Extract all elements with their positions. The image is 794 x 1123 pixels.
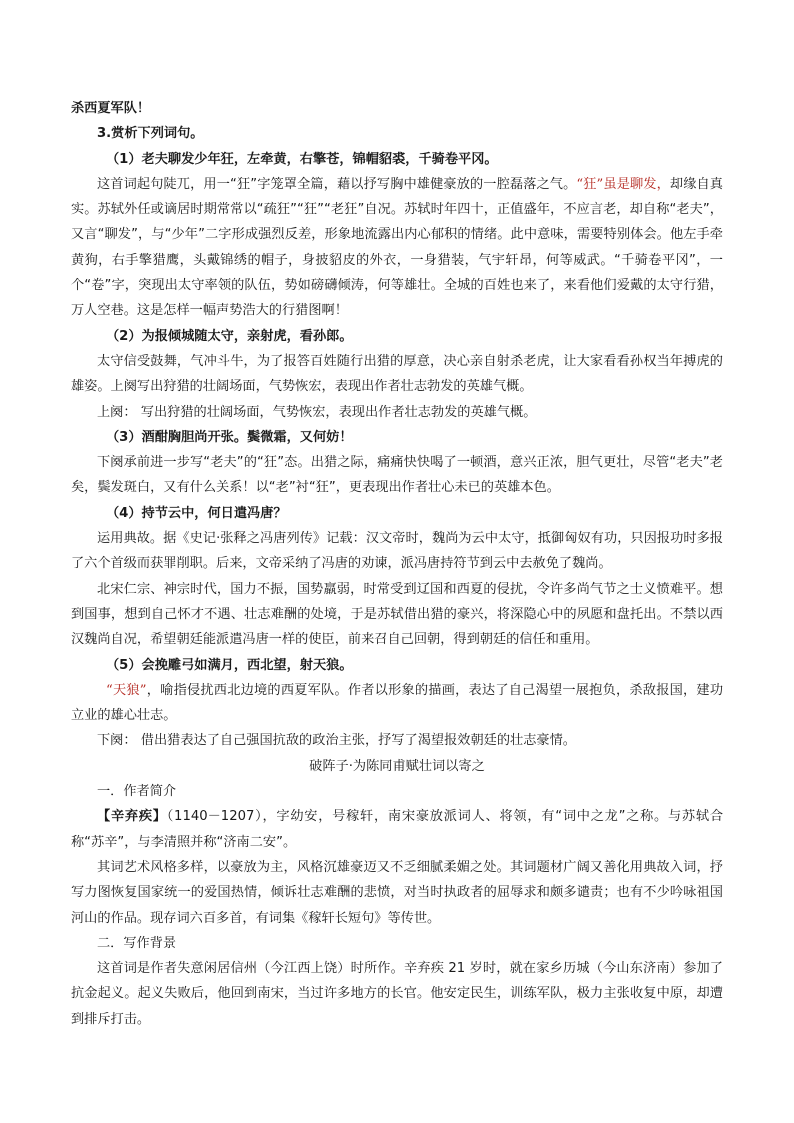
verse-line-1: （1）老夫聊发少年狂，左牵黄，右擎苍，锦帽貂裘，千骑卷平冈。 (106, 151, 498, 167)
document-body (71, 96, 723, 1032)
highlighted-text: “天狼” (106, 682, 147, 698)
verse-line-5: （5）会挽雕弓如满月，西北望，射天狼。 (106, 657, 353, 673)
continued-line: 杀西夏军队！ (71, 101, 151, 116)
analysis-text: ，喻指侵扰西北边境的西夏军队。作者以形象的描画，表达了自己渴望一展抱负，杀敌报国，建功立业的雄心壮志。 (71, 682, 724, 724)
author-paragraph-2: 其词艺术风格多样，以豪放为主，风格沉雄豪迈又不乏细腻柔媚之处。其词题材广阔又善化用典故入词，抒写力图恢复国家统一的爱国热情，倾诉壮志难酬的悲愤，对当时执政者的屈辱求和颇多谴责；也有不少吟咏祖国河山的作品。现存词六百多首，有词集《稼轩长短句》等传世。 (71, 859, 723, 926)
analysis-paragraph-3: 下阕承前进一步写“老夫”的“狂”态。出猎之际，痛痛快快喝了一顿酒，意兴正浓，胆气更壮，尽管“老夫”老矣，鬓发斑白，又有什么关系！以“老”衬“狂”，更表现出作者壮心未已的英雄本色。 (71, 455, 723, 496)
author-paragraph-1 (71, 804, 723, 855)
analysis-text: 这首词起句陡兀，用一“狂”字笼罩全篇，藉以抒写胸中雄健豪放的一腔磊落之气。 (97, 176, 577, 192)
analysis-paragraph-2: 太守信受鼓舞，气冲斗牛，为了报答百姓随行出猎的厚意，决心亲自射杀老虎，让大家看看孙权当年搏虎的雄姿。上阕写出狩猎的壮阔场面，气势恢宏，表现出作者壮志勃发的英雄气概。 (71, 353, 723, 395)
author-text: （1140－1207），字幼安，号稼轩，南宋豪放派词人、将领，有“词中之龙”之称。与苏轼合称“苏辛”，与李清照并称“济南二安”。 (71, 809, 724, 850)
analysis-paragraph-6 (71, 678, 723, 729)
section-heading-3: 3.赏析下列词句。 (97, 126, 204, 142)
poem-title: 破阵子·为陈同甫赋壮词以寄之 (309, 758, 485, 774)
summary-upper-stanza: 上阕： 写出狩猎的壮阔场面，气势恢宏，表现出作者壮志勃发的英雄气概。 (97, 404, 537, 420)
highlighted-text: “狂”虽是聊发， (576, 176, 670, 192)
verse-line-3: （3）酒酣胸胆尚开张。鬓微霜，又何妨！ (106, 429, 353, 445)
analysis-paragraph-5: 北宋仁宗、神宗时代，国力不振，国势羸弱，时常受到辽国和西夏的侵扰，令许多尚气节之士义愤难平。想到国事，想到自己怀才不遇、壮志难酬的处境，于是苏轼借出猎的豪兴，将深隐心中的夙愿和盘托出。不禁以西汉魏尚自况，希望朝廷能派遣冯唐一样的使臣，前来召自己回朝，得到朝廷的信任和重用。 (71, 581, 723, 648)
analysis-text: “千骑卷平冈”，一个“卷”字，突现出太守率领的队伍，势如磅礴倾涛，何等雄壮。全城的百姓也来了，来看他们爱戴的太守行猎，万人空巷。这是怎样一幅声势浩大的行猎图啊！ (71, 252, 723, 319)
analysis-paragraph-1 (71, 172, 723, 324)
section-heading-background: 二．写作背景 (97, 935, 177, 951)
author-name: 【辛弃疾】 (97, 809, 167, 825)
summary-lower-stanza: 下阕： 借出猎表达了自己强国抗敌的政治主张，抒写了渴望报效朝廷的壮志豪情。 (97, 733, 576, 749)
analysis-text: 却缘自真实。苏轼外任或谪居时期常常以“疏狂”“狂”“老狂”自况。苏轼时年四十，正值盛年，不应言老，却自称“老夫”，又言“聊发”，与“少年”二字形成强烈反差，形象地流露出内心郁积的情绪。此中意味，需要特别体会。他左手牵黄狗，右手擎猎鹰，头戴锦绣的帽子，身披貂皮的外衣，一身猎装，气宇轩昂，何等威武。 (71, 176, 723, 268)
analysis-paragraph-4: 运用典故。据《史记·张释之冯唐列传》记载：汉文帝时，魏尚为云中太守，抵御匈奴有功，只因报功时多报了六个首级而获罪削职。后来，文帝采纳了冯唐的劝谏，派冯唐持符节到云中去赦免了魏尚。 (71, 531, 723, 572)
verse-line-2: （2）为报倾城随太守，亲射虎，看孙郎。 (106, 328, 353, 344)
section-heading-author: 一．作者简介 (97, 784, 177, 800)
background-paragraph: 这首词是作者失意闲居信州（今江西上饶）时所作。辛弃疾 21 岁时，就在家乡历城（今山东济南）参加了抗金起义。起义失败后，他回到南宋，当过许多地方的长官。他安定民生，训练军队，极力主张收复中原，却遭到排斥打击。 (71, 961, 723, 1027)
verse-line-4: （4）持节云中，何日遣冯唐？ (106, 505, 287, 521)
